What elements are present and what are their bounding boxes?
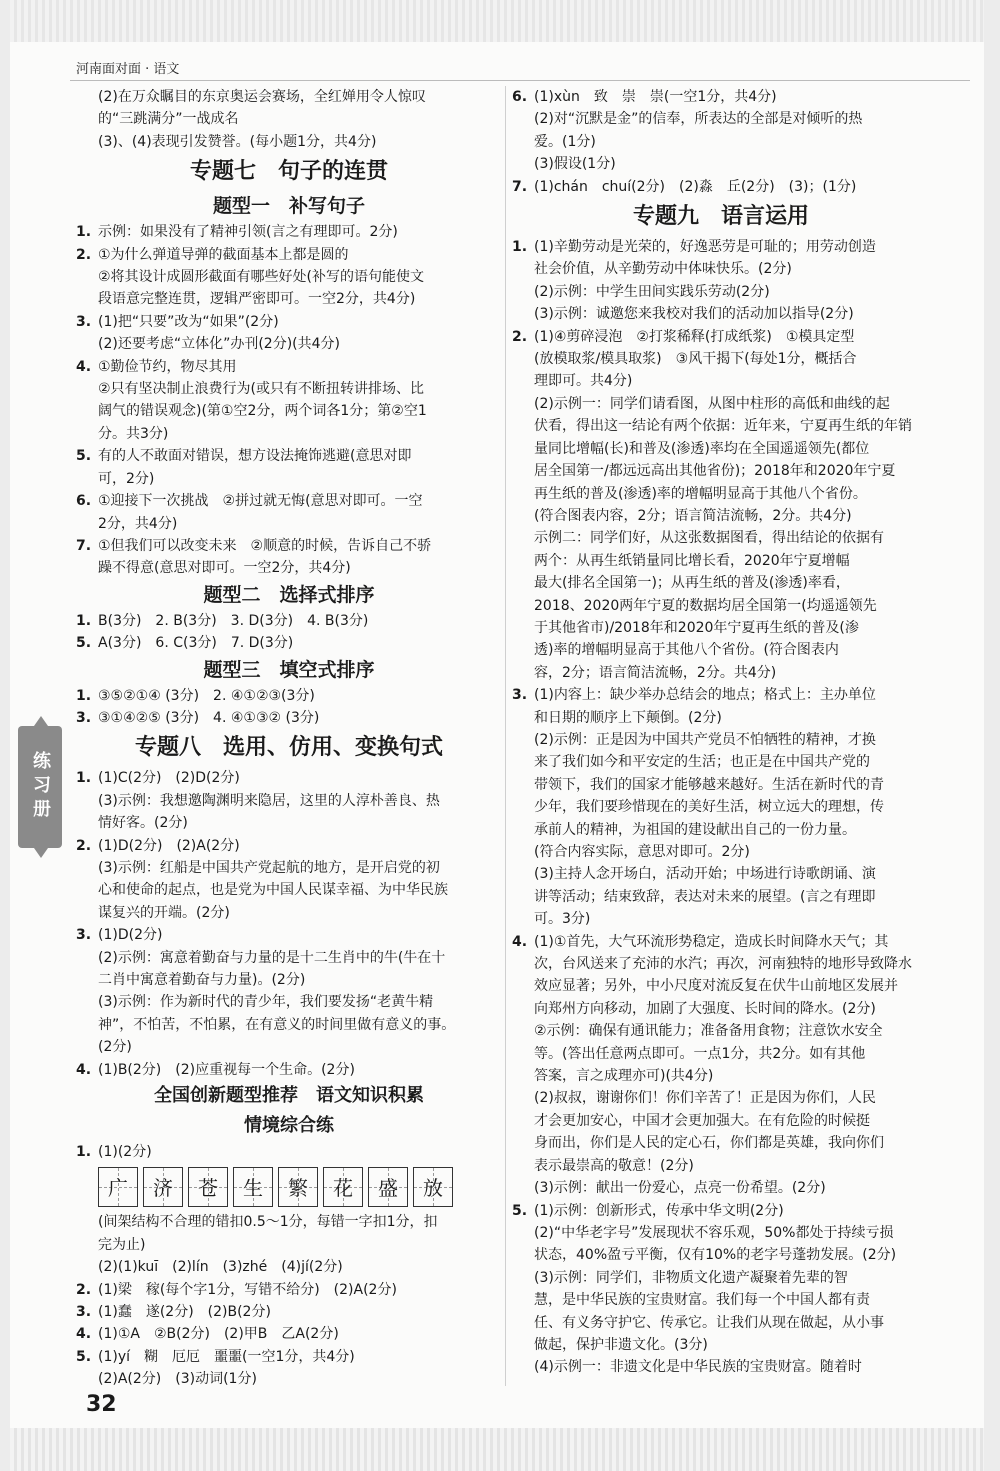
grid-cell xyxy=(278,1167,318,1207)
answer-text: (1)梁 稼(每个字1分，写错不给分) (2)A(2分) xyxy=(98,1281,397,1298)
answer-line xyxy=(76,490,502,512)
answer-line: (4)示例一：非遗文化是中华民族的宝贵财富。随着时 xyxy=(534,1359,862,1376)
grid-cell xyxy=(188,1167,228,1207)
header-rule xyxy=(70,80,970,81)
grid-cell xyxy=(368,1167,408,1207)
answer-text: (1)xùn 致 崇 崇(一空1分，共4分) xyxy=(534,89,777,105)
question-number: 1. xyxy=(76,612,92,629)
answer-line: (2)示例：寓意着勤奋与力量的是十二生肖中的牛(牛在十 xyxy=(98,949,446,966)
answer-text: (1)示例：创新形式，传承中华文明(2分) xyxy=(534,1202,784,1219)
answer-text: (1)D(2分) (2)A(2分) xyxy=(98,837,240,854)
answer-line: (2)(1)kuī (2)lín (3)zhé (4)jí(2分) xyxy=(98,1259,343,1276)
grid-cell xyxy=(143,1167,183,1207)
answer-line xyxy=(512,931,930,953)
answer-line: (3)主持人念开场白，活动开始；中场进行诗歌朗诵、演 xyxy=(534,866,876,883)
question-number: 3. xyxy=(512,687,528,704)
answer-line xyxy=(76,685,502,707)
answer-line: 两个：从再生纸销量同比增长看，2020年宁夏增幅 xyxy=(534,552,850,569)
answer-text: 有的人不敢面对错误，想方设法掩饰逃避(意思对即 xyxy=(98,448,412,465)
answer-line xyxy=(76,1346,502,1368)
answer-text: (1)蠢 遂(2分) (2)B(2分) xyxy=(98,1304,271,1321)
answer-line: 才会更加安心，中国才会更加强大。在有危险的时候挺 xyxy=(534,1112,870,1129)
question-number: 2. xyxy=(76,246,92,263)
grid-char: 苍 xyxy=(198,1176,218,1201)
answer-line xyxy=(76,311,502,333)
answer-line: (放模取浆/模具取浆) ③风干揭下(每处1分，概括合 xyxy=(534,351,857,368)
grid-char: 花 xyxy=(333,1176,353,1201)
question-number: 6. xyxy=(512,89,528,105)
answer-text: (1)B(2分) (2)应重视每一个生命。(2分) xyxy=(98,1061,355,1078)
answer-line: 伏看，得出这一结论有两个依据：近年来，宁夏再生纸的年销 xyxy=(534,418,912,435)
answer-line: 居全国第一/都远远高出其他省份)；2018年和2020年宁夏 xyxy=(534,463,896,480)
question-number: 7. xyxy=(76,537,92,554)
scan-edge-left xyxy=(0,0,10,1471)
answer-line: 容，2分；语言简洁流畅，2分。共4分) xyxy=(534,664,777,681)
answer-line: ②只有坚决制止浪费行为(或只有不断扭转讲排场、比 xyxy=(98,381,425,398)
answer-line: (3)示例：我想邀陶渊明来隐居，这里的人淳朴善良、热 xyxy=(98,792,440,809)
question-number: 7. xyxy=(512,178,528,195)
answer-text: (1)内容上：缺少举办总结会的地点；格式上：主办单位 xyxy=(534,687,876,704)
question-number: 3. xyxy=(76,709,92,726)
answer-line: 情好客。(2分) xyxy=(98,815,188,832)
right-column xyxy=(512,86,930,1379)
answer-line: 再生纸的普及(渗透)率的增幅明显高于其他八个省份。 xyxy=(534,485,867,502)
answer-line: 阔气的错误观念)(第①空2分，两个词各1分；第②空1 xyxy=(98,403,427,420)
grid-char: 济 xyxy=(153,1176,173,1201)
question-number: 3. xyxy=(76,313,92,330)
section-heading: 专题八 选用、仿用、变换句式 xyxy=(134,735,443,761)
answer-line: 可，2分) xyxy=(98,470,155,487)
answer-line: (2)在万众瞩目的东京奥运会赛场，全红婵用令人惊叹 xyxy=(98,89,426,105)
scan-edge-right xyxy=(984,0,1000,1471)
scan-edge-top xyxy=(0,0,1000,42)
page-number: 32 xyxy=(86,1392,117,1417)
answer-text: (1)(2分) xyxy=(98,1144,152,1161)
answer-line: 来了我们如今和平安定的生活；也正是在中国共产党的 xyxy=(534,754,870,771)
answer-line: 向郑州方向移动，加剧了大强度、长时间的降水。(2分) xyxy=(534,1000,876,1017)
answer-line xyxy=(512,326,930,348)
answer-line: 慧，是中华民族的宝贵财富。我们每一个中国人都有责 xyxy=(534,1292,870,1309)
answer-text: (1)①首先，大气环流形势稳定，造成长时间降水天气；其 xyxy=(534,933,889,950)
answer-line: 分。共3分) xyxy=(98,425,169,442)
answer-text: 示例：如果没有了精神引领(言之有理即可。2分) xyxy=(98,224,398,241)
answer-line: ②示例：确保有通讯能力；准备备用食物；注意饮水安全 xyxy=(534,1023,883,1040)
grid-cell xyxy=(233,1167,273,1207)
answer-line xyxy=(76,1279,502,1301)
answer-text: (1)yí 糊 厄厄 噩噩(一空1分，共4分) xyxy=(98,1348,355,1365)
grid-char: 生 xyxy=(243,1176,263,1201)
answer-line xyxy=(76,632,502,654)
section-heading: 题型三 填空式排序 xyxy=(203,658,375,681)
answer-line: 2分，共4分) xyxy=(98,515,178,532)
answer-line: 2018、2020两年宁夏的数据均居全国第一(均遥遥领先 xyxy=(534,597,877,614)
answer-line: (2分) xyxy=(98,1039,132,1056)
answer-line xyxy=(512,236,930,258)
answer-line: 状态，40%盈亏平衡，仅有10%的老字号蓬勃发展。(2分) xyxy=(534,1247,897,1264)
answer-line: 理即可。共4分) xyxy=(534,373,633,390)
running-header: 河南面对面 · 语文 xyxy=(76,62,180,77)
answer-line: 段语意完整连贯，逻辑严密即可。一空2分，共4分) xyxy=(98,291,416,308)
answer-line: 于其他省市)/2018年和2020年宁夏再生纸的普及(渗 xyxy=(534,619,859,636)
answer-line: 答案，言之成理亦可)(共4分) xyxy=(534,1068,714,1085)
question-number: 4. xyxy=(512,933,528,950)
answer-line: (2)示例：中学生田间实践乐劳动(2分) xyxy=(534,283,770,300)
question-number: 4. xyxy=(76,1061,92,1078)
answer-text: ①但我们可以改变未来 ②顺意的时候，告诉自己不骄 xyxy=(98,537,432,554)
answer-line xyxy=(512,1200,930,1222)
answer-line: 表示最崇高的敬意！(2分) xyxy=(534,1157,694,1174)
answer-line: (间架结构不合理的错扣0.5～1分，每错一字扣1分，扣 xyxy=(98,1214,438,1231)
answer-line: (2)叔叔，谢谢你们！你们辛苦了！正是因为你们，人民 xyxy=(534,1090,876,1107)
answer-line: 社会价值，从辛勤劳动中体味快乐。(2分) xyxy=(534,261,792,278)
question-number: 1. xyxy=(76,770,92,787)
answer-line: 可。3分) xyxy=(534,911,591,928)
question-number: 3. xyxy=(76,1304,92,1321)
section-heading: 全国创新题型推荐 语文知识积累 xyxy=(154,1085,424,1107)
answer-line: (3)示例：献出一份爱心，点亮一份希望。(2分) xyxy=(534,1180,826,1197)
answer-text: B(3分) 2. B(3分) 3. D(3分) 4. B(3分) xyxy=(98,612,369,629)
answer-text: (1)④剪碎浸泡 ②打浆稀释(打成纸浆) ①模具定型 xyxy=(534,328,855,345)
question-number: 6. xyxy=(76,493,92,510)
question-number: 4. xyxy=(76,358,92,375)
section-heading: 专题九 语言运用 xyxy=(632,204,809,230)
answer-line: (3)示例：红船是中国共产党起航的地方，是开启党的初 xyxy=(98,859,440,876)
answer-line: (3)示例：诚邀您来我校对我们的活动加以指导(2分) xyxy=(534,306,854,323)
grid-cell xyxy=(98,1167,138,1207)
question-number: 5. xyxy=(76,448,92,465)
answer-line: 二肖中寓意着勤奋与力量)。(2分) xyxy=(98,972,306,988)
answer-line: 神”，不怕苦，不怕累，在有意义的时间里做有意义的事。 xyxy=(98,1016,456,1033)
question-number: 5. xyxy=(512,1202,528,1219)
answer-line xyxy=(76,244,502,266)
question-number: 1. xyxy=(76,224,92,241)
section-heading: 情境综合练 xyxy=(244,1115,334,1137)
answer-line: 做起，保护非遗文化。(3分) xyxy=(534,1336,708,1353)
question-number: 2. xyxy=(512,328,528,345)
answer-line: 次，台风送来了充沛的水汽；再次，河南独特的地形导致降水 xyxy=(534,956,912,973)
question-number: 1. xyxy=(76,687,92,704)
character-grid xyxy=(98,1167,502,1207)
answer-text: ①迎接下一次挑战 ②拼过就无悔(意思对即可。一空 xyxy=(98,493,423,510)
answer-text: ①勤俭节约，物尽其用 xyxy=(98,358,237,375)
answer-line xyxy=(76,535,502,557)
answer-line xyxy=(76,356,502,378)
answer-line xyxy=(76,1141,502,1163)
answer-line: 任、有义务守护它、传承它。让我们从现在做起，从小事 xyxy=(534,1314,884,1331)
question-number: 4. xyxy=(76,1326,92,1343)
answer-line: (3)示例：同学们，非物质文化遗产凝聚着先辈的智 xyxy=(534,1269,848,1286)
answer-line: 讲等活动；结束致辞，表达对未来的展望。(言之有理即 xyxy=(534,888,876,905)
answer-text: (1)把“只要”改为“如果”(2分) xyxy=(98,313,279,330)
answer-text: (1)辛勤劳动是光荣的，好逸恶劳是可耻的；用劳动创造 xyxy=(534,239,876,256)
question-number: 5. xyxy=(76,635,92,652)
section-heading: 题型二 选择式排序 xyxy=(203,583,375,606)
answer-line: 谋复兴的开端。(2分) xyxy=(98,904,230,921)
answer-line: 承前人的精神，为祖国的建设献出自己的一份力量。 xyxy=(534,821,856,838)
answer-line xyxy=(76,767,502,789)
answer-line xyxy=(76,221,502,243)
answer-line: 量同比增幅(长)和普及(渗透)率均在全国遥遥领先(都位 xyxy=(534,440,870,457)
answer-line xyxy=(76,707,502,729)
answer-line: (2)还要考虑“立体化”办刊(2分)(共4分) xyxy=(98,336,340,353)
left-column xyxy=(76,86,502,1391)
answer-line: 少年，我们要珍惜现在的美好生活，树立远大的理想，传 xyxy=(534,799,884,816)
answer-line: (3)、(4)表现引发赞誉。(每小题1分，共4分) xyxy=(98,133,377,150)
answer-line: (2)对“沉默是金”的信奉，所表达的全部是对倾听的热 xyxy=(534,111,863,128)
question-number: 2. xyxy=(76,837,92,854)
answer-line xyxy=(76,1059,502,1081)
answer-line: ②将其设计成圆形截面有哪些好处(补写的语句能使文 xyxy=(98,269,425,286)
answer-line: 和日期的顺序上下颠倒。(2分) xyxy=(534,709,722,726)
grid-char: 盛 xyxy=(378,1176,398,1201)
answer-line: 带领下，我们的国家才能够越来越好。生活在新时代的青 xyxy=(534,776,884,793)
grid-char: 广 xyxy=(108,1176,128,1201)
question-number: 1. xyxy=(512,239,528,256)
tab-arrow-down-icon xyxy=(34,848,48,858)
scan-edge-bottom xyxy=(0,1428,1000,1471)
answer-text: (1)①A ②B(2分) (2)甲B 乙A(2分) xyxy=(98,1326,339,1343)
answer-line: 的“三跳满分”一战成名 xyxy=(98,111,239,128)
answer-line xyxy=(76,1301,502,1323)
grid-char: 放 xyxy=(423,1176,443,1201)
answer-text: (1)D(2分) xyxy=(98,927,163,944)
section-heading: 题型一 补写句子 xyxy=(212,195,365,218)
answer-line xyxy=(512,86,930,108)
answer-line: 心和使命的起点，也是党为中国人民谋幸福、为中华民族 xyxy=(98,882,448,899)
grid-cell xyxy=(413,1167,453,1207)
answer-line: 效应显著；另外，中小尺度对流反复在伏牛山前地区发展并 xyxy=(534,978,898,995)
answer-line: 身而出，你们是人民的定心石，你们都是英雄，我向你们 xyxy=(534,1135,884,1152)
question-number: 5. xyxy=(76,1348,92,1365)
side-tab-practice-book: 练习册 xyxy=(18,726,62,848)
answer-line: (符合图表内容，2分；语言简洁流畅，2分。共4分) xyxy=(534,507,852,524)
answer-line: (3)假设(1分) xyxy=(534,156,616,173)
answer-line: (2)A(2分) (3)动词(1分) xyxy=(98,1371,257,1388)
answer-line xyxy=(512,176,930,198)
answer-text: ③①④②⑤ (3分) 4. ④①③② (3分) xyxy=(98,709,320,726)
grid-char: 繁 xyxy=(288,1176,308,1201)
answer-line xyxy=(76,924,502,946)
answer-text: ①为什么弹道导弹的截面基本上都是圆的 xyxy=(98,246,349,263)
answer-text: ③⑤②①④ (3分) 2. ④①②③(3分) xyxy=(98,687,315,704)
answer-line: (符合内容实际，意思对即可。2分) xyxy=(534,844,750,860)
grid-cell xyxy=(323,1167,363,1207)
tab-arrow-up-icon xyxy=(34,716,48,726)
answer-line xyxy=(76,445,502,467)
answer-text: (1)C(2分) (2)D(2分) xyxy=(98,770,240,787)
answer-line: (3)示例：作为新时代的青少年，我们要发扬“老黄牛精 xyxy=(98,994,434,1011)
answer-line: (2)“中华老字号”发展现状不容乐观，50%都处于持续亏损 xyxy=(534,1224,894,1241)
question-number: 2. xyxy=(76,1281,92,1298)
question-number: 1. xyxy=(76,1144,92,1161)
answer-text: A(3分) 6. C(3分) 7. D(3分) xyxy=(98,635,294,652)
answer-line xyxy=(76,1323,502,1345)
answer-line xyxy=(76,610,502,632)
answer-line: 最大(排名全国第一)；从再生纸的普及(渗透)率看， xyxy=(534,575,850,592)
answer-line: (2)示例：正是因为中国共产党员不怕牺牲的精神，才换 xyxy=(534,731,876,748)
answer-line xyxy=(76,835,502,857)
answer-line xyxy=(512,684,930,706)
section-heading: 专题七 句子的连贯 xyxy=(189,159,388,185)
answer-line: 等。(答出任意两点即可。一点1分，共2分。如有其他 xyxy=(534,1045,866,1062)
answer-text: (1)chán chuí(2分) (2)淼 丘(2分) (3)；(1分) xyxy=(534,178,857,195)
answer-line: 完为止) xyxy=(98,1236,146,1253)
answer-line: (2)示例一：同学们请看图，从图中柱形的高低和曲线的起 xyxy=(534,395,890,412)
column-divider xyxy=(505,86,506,1386)
answer-line: 示例二：同学们好，从这张数据图看，得出结论的依据有 xyxy=(534,530,884,547)
answer-line: 躁不得意(意思对即可。一空2分，共4分) xyxy=(98,560,351,577)
answer-line: 透)率的增幅明显高于其他八个省份。(符合图表内 xyxy=(534,642,839,659)
answer-line: 爱。(1分) xyxy=(534,133,596,150)
question-number: 3. xyxy=(76,927,92,944)
